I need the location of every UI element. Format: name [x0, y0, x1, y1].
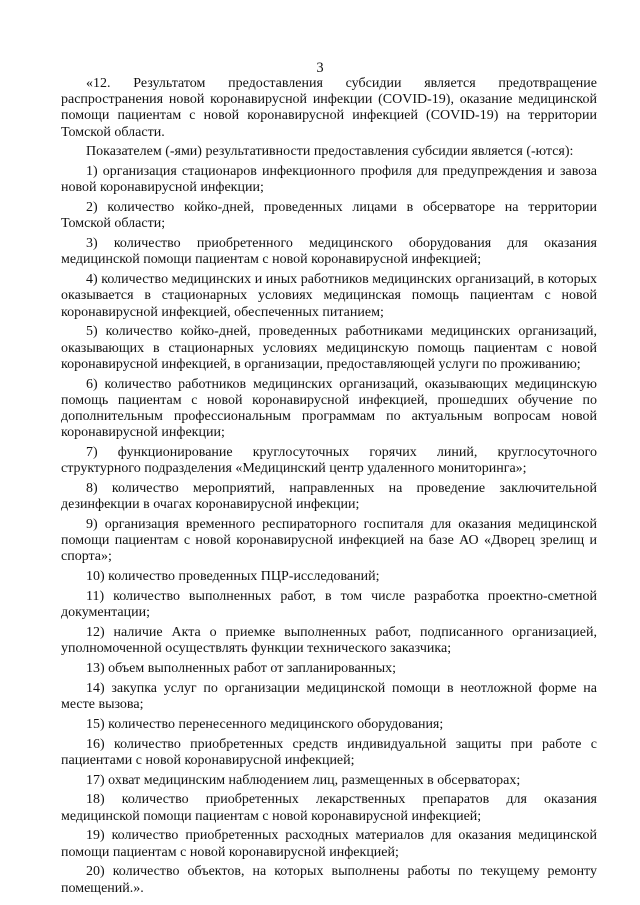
list-item: 16) количество приобретенных средств индивидуальной защиты при работе с пациентами с новой коронавирусной инфекцией;	[61, 736, 597, 768]
list-item: 1) организация стационаров инфекционного профиля для предупреждения и завоза новой коронавирусной инфекции;	[61, 164, 597, 196]
list-item: 11) количество выполненных работ, в том числе разработка проектно-сметной документации;	[61, 589, 597, 621]
list-item: 5) количество койко-дней, проведенных работниками медицинских организаций, оказывающих в стационарных условиях медицинскую помощь пациентам с новой коронавирусной инфекцией, в организации, предоставляющей услуги по проживанию;	[61, 324, 597, 372]
list-item: 2) количество койко-дней, проведенных лицами в обсерваторе на территории Томской области;	[61, 200, 597, 232]
list-item: 4) количество медицинских и иных работников медицинских организаций, в которых оказывается в стационарных условиях медицинская помощь пациентам с новой коронавирусной инфекцией, обеспеченных питанием;	[61, 272, 597, 320]
list-item: 10) количество проведенных ПЦР-исследований;	[86, 569, 380, 585]
list-item: 15) количество перенесенного медицинского оборудования;	[86, 716, 444, 732]
document-body	[61, 76, 597, 900]
list-item: 12) наличие Акта о приемке выполненных работ, подписанного организацией, уполномоченной осуществлять функции технического заказчика;	[61, 625, 597, 657]
paragraph-indicators-heading: Показателем (-ями) результативности предоставления субсидии является (-ются):	[86, 144, 574, 160]
list-item: 18) количество приобретенных лекарственных препаратов для оказания медицинской помощи пациентам с новой коронавирусной инфекцией;	[61, 792, 597, 824]
page-number: 3	[316, 60, 324, 76]
list-item: 9) организация временного респираторного госпиталя для оказания медицинской помощи пациентам с новой коронавирусной инфекцией на базе АО «Дворец зрелищ и спорта»;	[61, 517, 597, 565]
list-item: 6) количество работников медицинских организаций, оказывающих медицинскую помощь пациентам с новой коронавирусной инфекцией, прошедших обучение по дополнительным профессиональным программам по актуальным вопросам новой коронавирусной инфекции;	[61, 376, 597, 441]
list-item: 7) функционирование круглосуточных горячих линий, круглосуточного структурного подразделения «Медицинский центр удаленного мониторинга»;	[61, 445, 597, 477]
list-item: 17) охват медицинским наблюдением лиц, размещенных в обсерваторах;	[86, 772, 521, 788]
list-item: 8) количество мероприятий, направленных на проведение заключительной дезинфекции в очагах коронавирусной инфекции;	[61, 481, 597, 513]
list-item: 20) количество объектов, на которых выполнены работы по текущему ремонту помещений.».	[61, 864, 597, 896]
paragraph-intro: «12. Результатом предоставления субсидии является предотвращение распространения новой коронавирусной инфекции (COVID-19), оказание медицинской помощи пациентам с новой коронавирусной инфекцией (COVID-19) на территории Томской области.	[61, 76, 597, 140]
list-item: 3) количество приобретенного медицинского оборудования для оказания медицинской помощи пациентам с новой коронавирусной инфекцией;	[61, 236, 597, 268]
list-item: 13) объем выполненных работ от запланированных;	[86, 661, 397, 677]
list-item: 19) количество приобретенных расходных материалов для оказания медицинской помощи пациентам с новой коронавирусной инфекцией;	[61, 828, 597, 860]
list-item: 14) закупка услуг по организации медицинской помощи в неотложной форме на месте вызова;	[61, 680, 597, 713]
